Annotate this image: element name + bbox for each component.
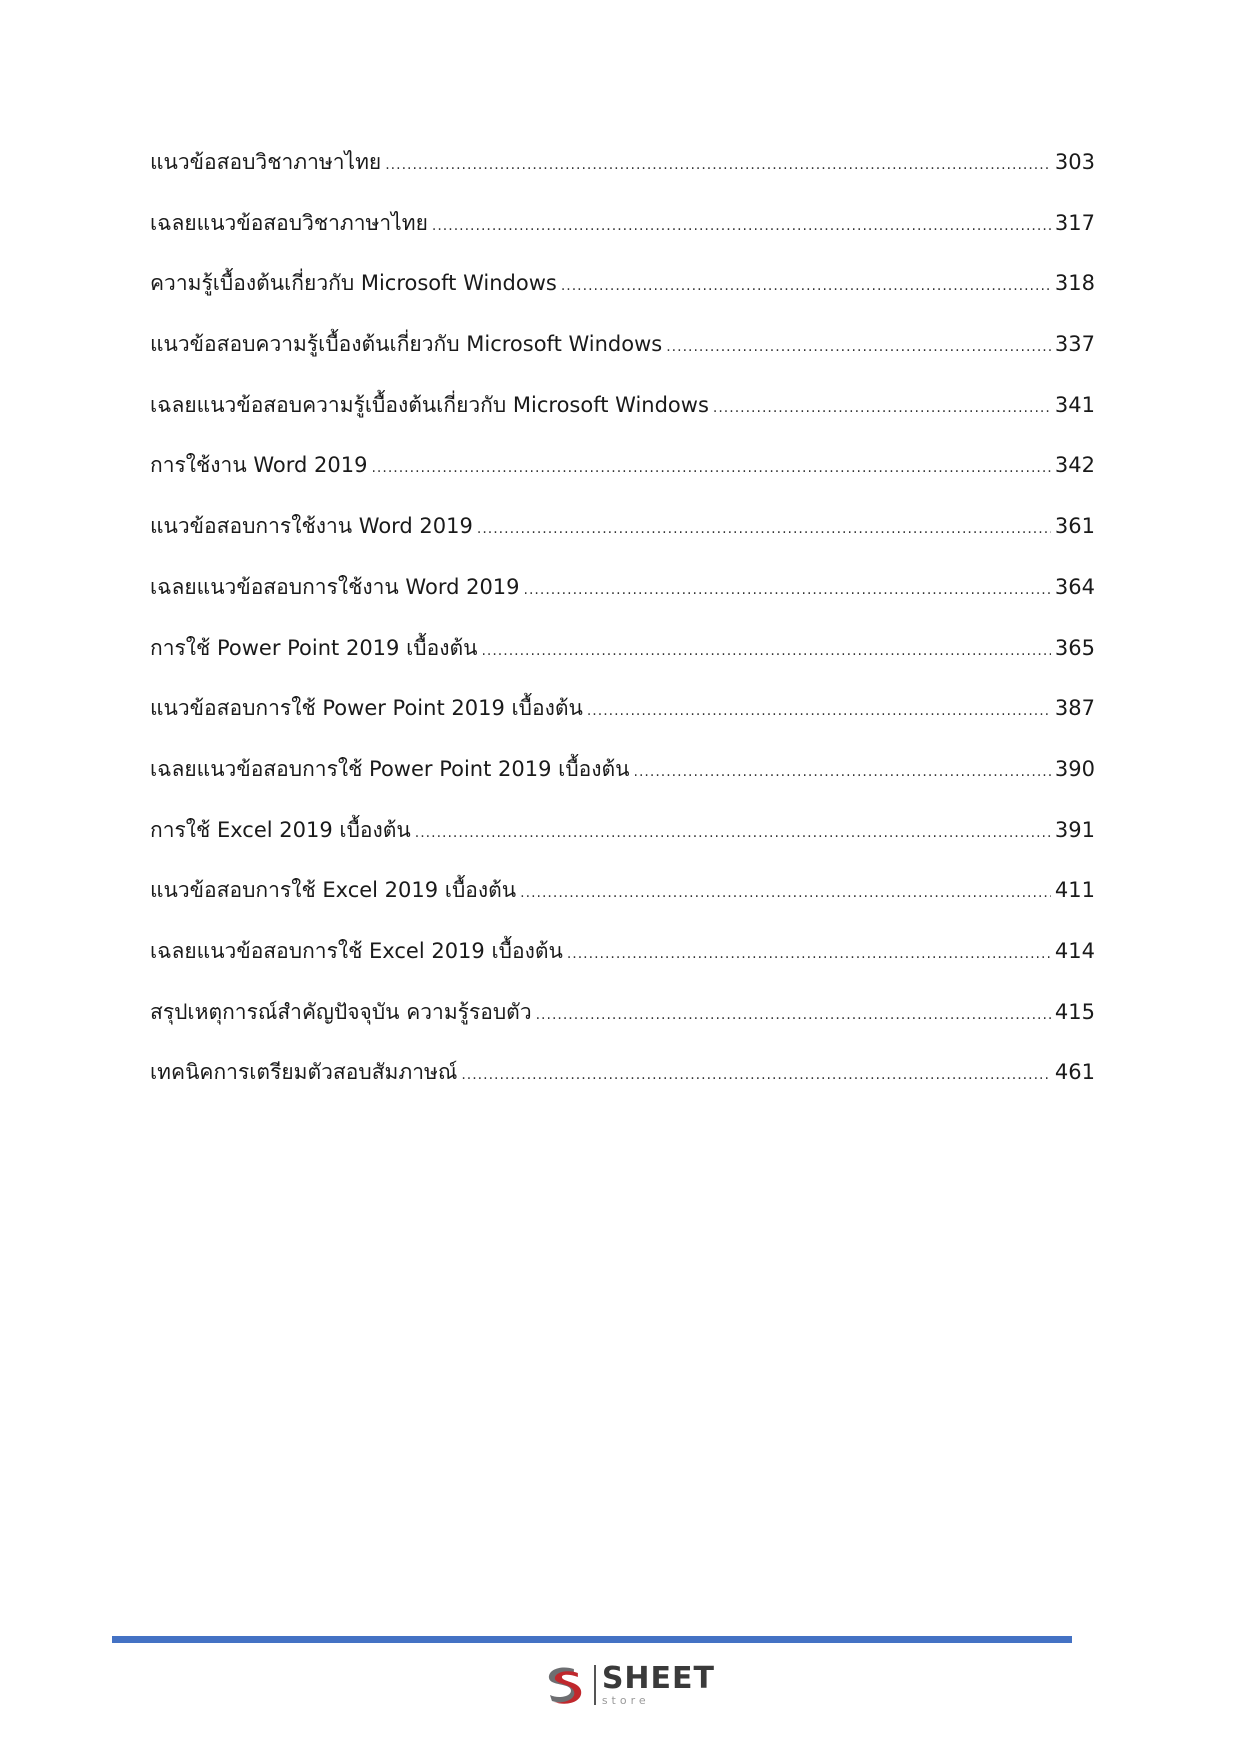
toc-entry-title: ความรู้เบื้องต้นเกี่ยวกับ Microsoft Windows [150,271,557,296]
sheet-store-logo [540,1660,715,1710]
toc-entry-title: เฉลยแนวข้อสอบการใช้ Power Point 2019 เบื้องต้น [150,756,630,781]
toc-entry[interactable] [150,393,1095,454]
footer-divider [112,1636,1072,1643]
toc-entry-title: แนวข้อสอบการใช้ Power Point 2019 เบื้องต้น [150,696,583,721]
toc-entry[interactable] [150,514,1095,575]
toc-entry-title: แนวข้อสอบความรู้เบื้องต้นเกี่ยวกับ Microsoft Windows [150,332,663,357]
dot-leader [477,521,1051,538]
toc-entry-page: 364 [1054,574,1095,599]
logo-text [601,1661,715,1707]
toc-entry-page: 342 [1054,453,1095,478]
toc-entry[interactable] [150,636,1095,697]
toc-entry-page: 415 [1054,999,1095,1024]
toc-entry-page: 303 [1054,150,1095,174]
toc-entry[interactable] [150,696,1095,757]
toc-entry[interactable] [150,878,1095,939]
logo-word: SHEET [601,1661,715,1696]
toc-entry[interactable] [150,271,1095,332]
toc-entry[interactable] [150,1060,1095,1121]
toc-entry[interactable] [150,453,1095,514]
dot-leader [587,703,1051,720]
toc-entry-title: เฉลยแนวข้อสอบการใช้ Excel 2019 เบื้องต้น [150,938,563,963]
toc-entry[interactable] [150,818,1095,879]
toc-entry-page: 337 [1054,332,1095,357]
toc-entry-page: 365 [1054,635,1095,660]
dot-leader [666,339,1051,356]
dot-leader [432,218,1051,235]
toc-entry-title: การใช้ Power Point 2019 เบื้องต้น [150,635,478,660]
dot-leader [536,1007,1051,1024]
dot-leader [371,460,1050,477]
toc-entry-page: 318 [1054,271,1095,296]
toc-entry[interactable] [150,1000,1095,1061]
dot-leader [520,885,1051,902]
dot-leader [385,157,1051,174]
toc-entry-title: สรุปเหตุการณ์สำคัญปัจจุบัน ความรู้รอบตัว [150,999,532,1024]
toc-entry-page: 391 [1054,817,1095,842]
toc-entry[interactable] [150,211,1095,272]
sheet-store-s-logo-icon [540,1661,588,1709]
logo-subtitle: store [601,1694,650,1707]
toc-entry-title: การใช้งาน Word 2019 [150,453,368,478]
dot-leader [713,400,1051,417]
dot-leader [524,582,1051,599]
toc-entry-title: เฉลยแนวข้อสอบความรู้เบื้องต้นเกี่ยวกับ Microsoft Windows [150,392,709,417]
toc-entry[interactable] [150,939,1095,1000]
toc-entry-page: 414 [1054,938,1095,963]
toc-entry-page: 361 [1054,514,1095,539]
toc-entry-title: เฉลยแนวข้อสอบการใช้งาน Word 2019 [150,574,520,599]
toc-entry-page: 341 [1054,392,1095,417]
toc-entry-page: 461 [1054,1060,1095,1085]
toc-entry-title: การใช้ Excel 2019 เบื้องต้น [150,817,411,842]
toc-entry-page: 317 [1054,210,1095,235]
dot-leader [415,825,1051,842]
dot-leader [567,946,1051,963]
toc-entry-title: เทคนิคการเตรียมตัวสอบสัมภาษณ์ [150,1060,458,1085]
toc-entry-title: แนวข้อสอบการใช้งาน Word 2019 [150,514,473,539]
dot-leader [634,764,1051,781]
toc-entry-title: เฉลยแนวข้อสอบวิชาภาษาไทย [150,210,428,235]
toc-entry-page: 390 [1054,756,1095,781]
dot-leader [481,643,1050,660]
toc-entry-title: แนวข้อสอบการใช้ Excel 2019 เบื้องต้น [150,878,517,903]
toc-entry-page: 387 [1054,696,1095,721]
toc-entry-title: แนวข้อสอบวิชาภาษาไทย [150,150,382,174]
toc-entry-page: 411 [1054,878,1095,903]
toc-entry[interactable] [150,575,1095,636]
toc-entry[interactable] [150,332,1095,393]
table-of-contents [150,150,1095,1121]
toc-entry[interactable] [150,150,1095,211]
dot-leader [461,1067,1051,1084]
logo-divider [594,1665,596,1705]
dot-leader [561,278,1051,295]
toc-entry[interactable] [150,757,1095,818]
